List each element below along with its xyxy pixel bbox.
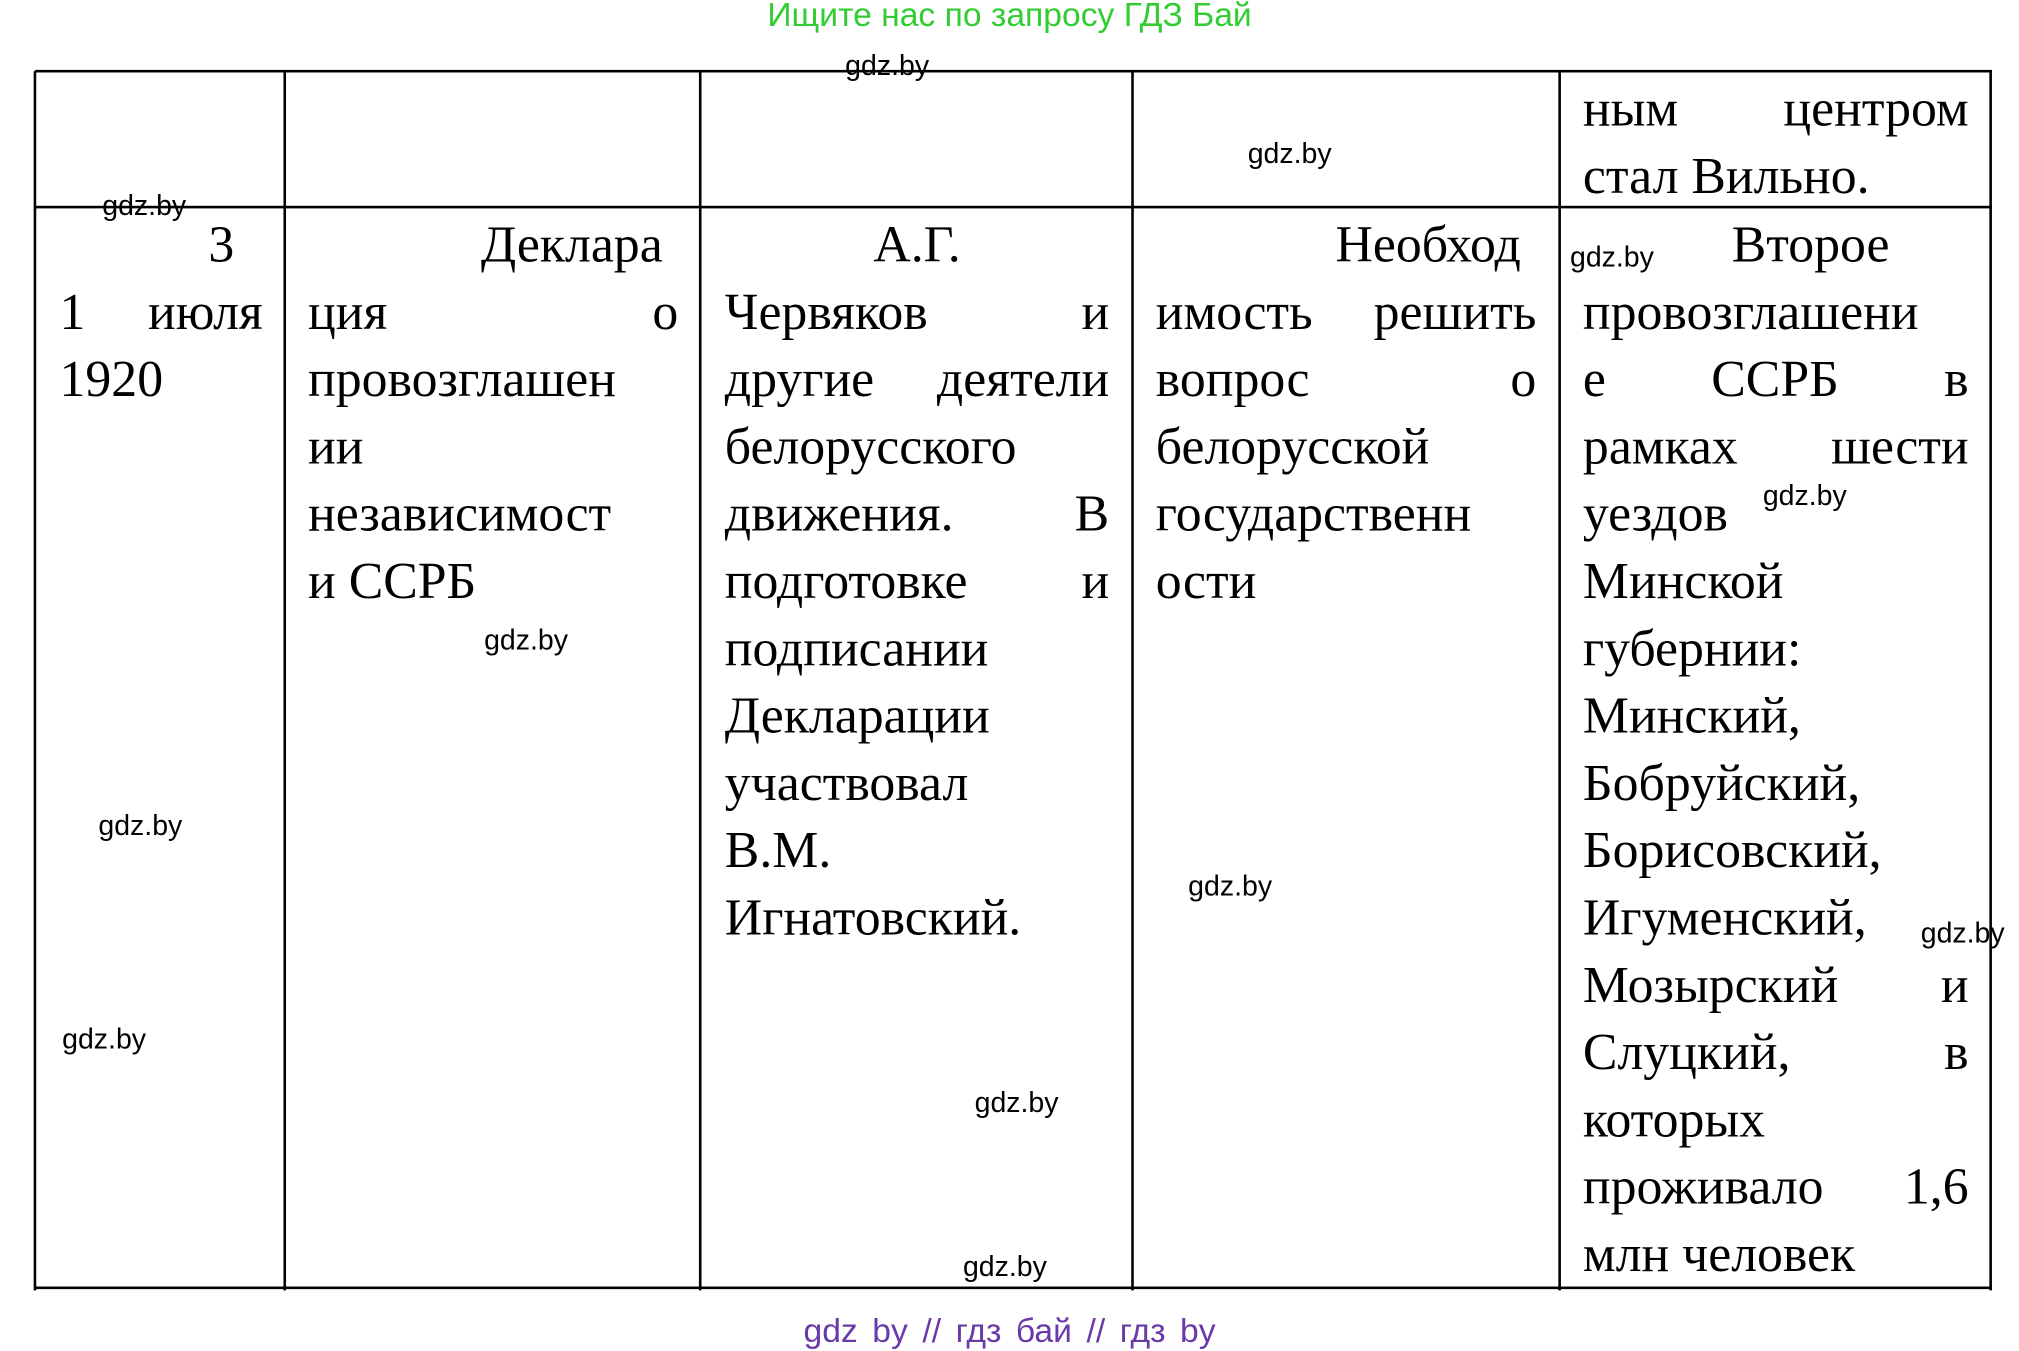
- text-line: белорусской: [1155, 416, 1430, 476]
- text-line: Бобруйский,: [1582, 753, 1861, 812]
- watermark: gdz.by: [1920, 916, 2005, 949]
- text-line: вопрос о: [1155, 349, 1537, 408]
- text-line: 3: [208, 214, 235, 274]
- text-line: ция о: [308, 282, 679, 341]
- watermark: gdz.by: [484, 623, 568, 657]
- watermark: gdz.by: [1762, 478, 1847, 512]
- text-line: подготовке и: [724, 551, 1110, 610]
- cell-event: [308, 211, 678, 615]
- cell-participants: [725, 211, 1109, 951]
- column-divider: [1558, 71, 1561, 1290]
- text-line: стал Вильно.: [1582, 146, 1870, 205]
- text-line: движения. В: [724, 484, 1110, 543]
- text-line: белорусского: [724, 416, 1017, 476]
- text-line: В.М.: [724, 820, 832, 879]
- text-line: провозглашен: [308, 349, 616, 408]
- text-line: ии: [308, 416, 364, 476]
- watermark: gdz.by: [62, 1022, 147, 1055]
- text-line: имость решить: [1155, 282, 1537, 341]
- cell-results: [1583, 211, 1969, 1288]
- column-divider: [1131, 71, 1134, 1290]
- text-line: А.Г.: [873, 214, 961, 274]
- text-line: другие деятели: [724, 349, 1110, 408]
- watermark: gdz.by: [98, 808, 183, 842]
- column-divider: [699, 71, 702, 1290]
- text-line: 1 июля: [59, 282, 263, 341]
- text-line: проживало 1,6: [1582, 1157, 1969, 1216]
- text-line: е ССРБ в: [1582, 349, 1969, 408]
- text-line: Декларации: [724, 685, 990, 745]
- watermark: gdz.by: [974, 1085, 1059, 1119]
- table-border-top: [35, 70, 1992, 73]
- text-line: млн человек: [1582, 1224, 1856, 1283]
- watermark: gdz.by: [845, 49, 930, 82]
- text-line: участвовал: [724, 753, 969, 812]
- text-line: государственн: [1155, 484, 1472, 543]
- text-line: Мозырский и: [1582, 955, 1969, 1014]
- watermark: gdz.by: [1188, 869, 1273, 903]
- text-line: уездов: [1582, 484, 1728, 543]
- text-line: Червяков и: [724, 282, 1110, 341]
- watermark: gdz.by: [1569, 240, 1654, 274]
- cell-reasons: [1156, 211, 1537, 615]
- text-line: Необход: [1335, 214, 1521, 274]
- text-line: Деклара: [480, 214, 663, 274]
- column-divider: [283, 71, 286, 1290]
- text-line: и ССРБ: [308, 551, 477, 610]
- text-line: рамках шести: [1582, 416, 1969, 476]
- text-line: ным центром: [1582, 78, 1969, 138]
- text-line: Минский,: [1582, 685, 1801, 745]
- text-line: Игуменский,: [1582, 887, 1867, 947]
- text-line: провозглашени: [1582, 282, 1919, 341]
- text-line: независимост: [308, 484, 612, 543]
- text-line: которых: [1582, 1089, 1766, 1149]
- watermark: gdz.by: [102, 188, 187, 222]
- text-line: Слуцкий, в: [1582, 1022, 1969, 1081]
- text-line: Игнатовский.: [724, 887, 1022, 947]
- search-hint-header: Ищите нас по запросу ГДЗ Бай: [767, 0, 1252, 34]
- text-line: губернии:: [1582, 618, 1802, 677]
- text-line: Борисовский,: [1582, 820, 1882, 879]
- watermark: gdz.by: [1247, 137, 1332, 170]
- text-line: ости: [1155, 551, 1257, 610]
- cell-r1-c5: [1583, 75, 1969, 210]
- column-divider: [34, 71, 37, 1290]
- text-line: подписании: [724, 618, 989, 677]
- text-line: Минской: [1582, 551, 1784, 610]
- cell-date: [60, 211, 263, 413]
- text-line: Второе: [1731, 214, 1890, 274]
- text-line: 1920: [59, 349, 164, 408]
- watermark: gdz.by: [962, 1250, 1047, 1283]
- column-divider: [1989, 71, 1992, 1290]
- site-footer-links[interactable]: gdz by // гдз бай // гдз by: [803, 1311, 1216, 1350]
